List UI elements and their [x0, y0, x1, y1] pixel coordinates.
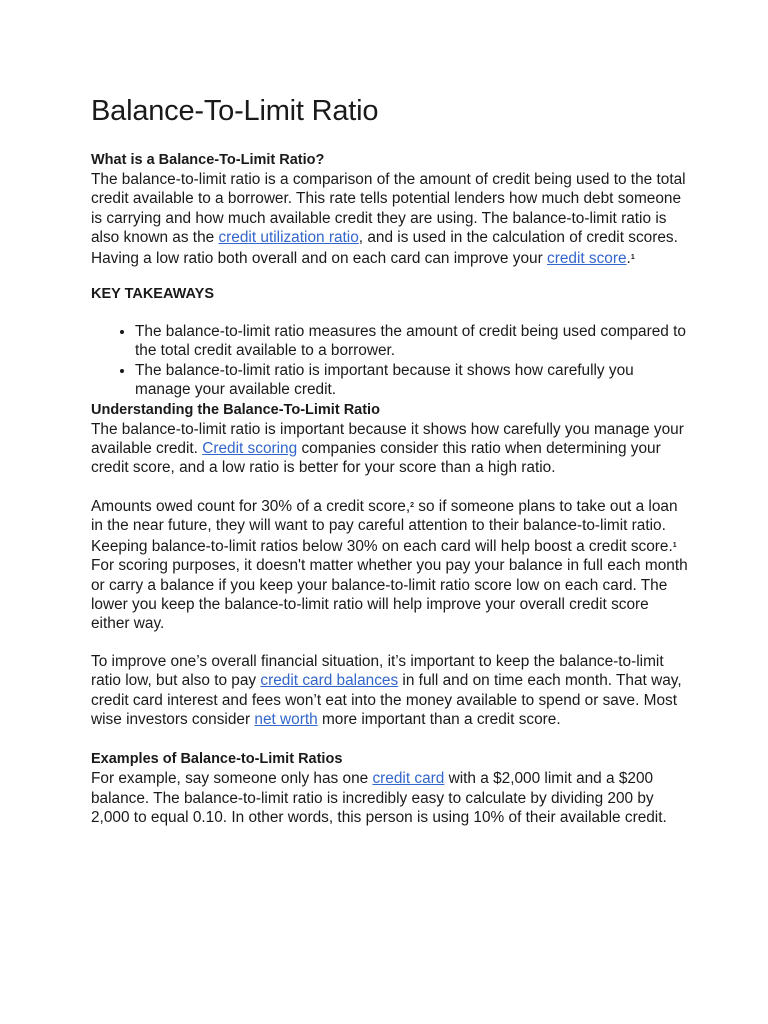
page-title: Balance-To-Limit Ratio: [91, 95, 379, 127]
text-run: Amounts owed count for 30% of a credit score,: [91, 497, 411, 515]
link-credit-card[interactable]: credit card: [372, 770, 445, 788]
link-credit-score[interactable]: credit score: [547, 249, 627, 267]
text-run: .: [626, 249, 631, 267]
paragraph-example: [91, 769, 688, 827]
text-run: The balance-to-limit ratio is important because it shows how carefully you manage your available credit.: [91, 420, 684, 458]
text-run: For scoring purposes, it doesn't matter whether you pay your balance in full each month or carry a balance if you keep your balance-to-limit ratio score low on each card. The lower you keep the balance-to-limit ratio will help improve your overall credit score either way.: [91, 557, 688, 633]
list-item: • The balance-to-limit ratio measures the amount of credit being used compared to the total credit available to a borrower.: [135, 322, 688, 361]
text-run: The balance-to-limit ratio is a comparison of the amount of credit being used to the total credit available to a borrower. This rate tells potential lenders how much debt someone is carrying and how much available credit they are using. The balance-to-limit ratio is also known as the: [91, 171, 686, 247]
link-net-worth[interactable]: net worth: [254, 710, 318, 728]
text-run: To improve one’s overall financial situation, it’s important to keep the balance-to-limit ratio low, but also to pay: [91, 652, 664, 690]
link-credit-card-balances[interactable]: credit card balances: [260, 672, 399, 690]
text-run: companies consider this ratio when determining your credit score, and a low ratio is better for your score than a high ratio.: [91, 440, 661, 477]
text-run: so if someone plans to take out a loan in the near future, they will want to pay careful attention to their balance-to-limit ratio. Keeping balance-to-limit ratios below 30% on each card will help boost a credit score.: [91, 497, 678, 555]
paragraph-understanding: [91, 420, 688, 478]
paragraph-definition: [91, 170, 688, 268]
section-heading-what-is: What is a Balance-To-Limit Ratio?: [91, 152, 325, 168]
link-credit-utilization-ratio[interactable]: credit utilization ratio: [218, 229, 359, 247]
footnote-marker: 1: [672, 541, 677, 549]
paragraph-amounts-owed: [91, 496, 688, 634]
paragraph-improve: [91, 652, 688, 730]
text-run: , and is used in the calculation of credit scores. Having a low ratio both overall and on each card can improve your: [91, 229, 678, 267]
footnote-marker: 2: [410, 501, 414, 509]
section-heading-examples: Examples of Balance-to-Limit Ratios: [91, 751, 343, 768]
text-run: with a $2,000 limit and a $200 balance. The balance-to-limit ratio is incredibly easy to calculate by dividing 200 by 2,000 to equal 0.10. In other words, this person is using 10% of their available credit.: [91, 770, 667, 827]
key-takeaways-heading: KEY TAKEAWAYS: [91, 286, 215, 303]
link-credit-scoring[interactable]: Credit scoring: [202, 440, 298, 458]
list-item: • The balance-to-limit ratio is important because it shows how carefully you manage your available credit.: [135, 361, 688, 400]
section-heading-understanding: Understanding the Balance-To-Limit Ratio: [91, 401, 380, 418]
key-takeaways-list: [91, 322, 688, 400]
text-run: in full and on time each month. That way, credit card interest and fees won’t eat into the money available to spend or save. Most wise investors consider: [91, 672, 682, 728]
footnote-marker: 1: [630, 253, 635, 261]
text-run: more important than a credit score.: [317, 710, 561, 728]
text-run: For example, say someone only has one: [91, 770, 373, 788]
